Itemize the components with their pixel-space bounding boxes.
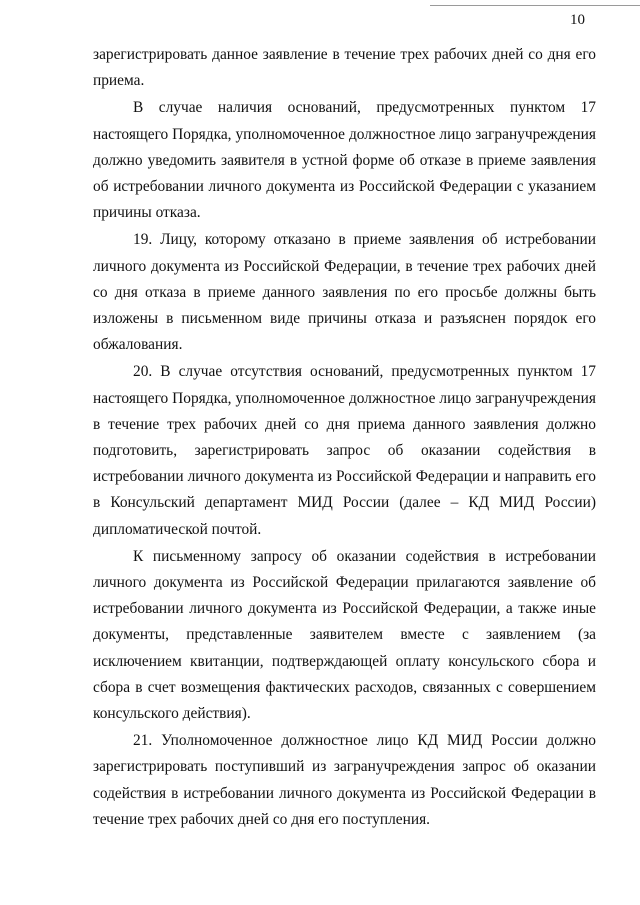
paragraph-21: 21. Уполномоченное должностное лицо КД МИД России должно зарегистрировать поступивший из загранучреждения запрос об оказании содействия в истребовании личного документа из Российской Федерации в течение трех рабочих дней со дня его поступления.	[93, 732, 596, 828]
paragraph-continuation: зарегистрировать данное заявление в течение трех рабочих дней со дня его приема.	[93, 46, 596, 90]
page-number: 10	[570, 12, 585, 28]
top-rule	[430, 5, 640, 6]
paragraph-refusal-notice: В случае наличия оснований, предусмотренных пунктом 17 настоящего Порядка, уполномоченное должностное лицо загранучреждения должно уведомить заявителя в устной форме об отказе в приеме заявления об истребовании личного документа из Российской Федерации с указанием причины отказа.	[93, 99, 596, 222]
paragraph-20: 20. В случае отсутствия оснований, предусмотренных пунктом 17 настоящего Порядка, уполномоченное должностное лицо загранучреждения в течение трех рабочих дней со дня приема данного заявления должно подготовить, зарегистрировать запрос об оказании содействия в истребовании личного документа из Российской Федерации и направить его в Консульский департамент МИД России (далее – КД МИД России) дипломатической почтой.	[93, 363, 596, 538]
paragraph-19: 19. Лицу, которому отказано в приеме заявления об истребовании личного документа из Российской Федерации, в течение трех рабочих дней со дня отказа в приеме данного заявления по его просьбе должны быть изложены в письменном виде причины отказа и разъяснен порядок его обжалования.	[93, 231, 596, 354]
paragraph-attachments: К письменному запросу об оказании содействия в истребовании личного документа из Российской Федерации прилагаются заявление об истребовании личного документа из Российской Федерации, а также иные документы, представленные заявителем вместе с заявлением (за исключением квитанции, подтверждающей оплату консульского сбора и сбора в счет возмещения фактических расходов, связанных с совершением консульского действия).	[93, 547, 596, 723]
document-body	[93, 42, 596, 833]
